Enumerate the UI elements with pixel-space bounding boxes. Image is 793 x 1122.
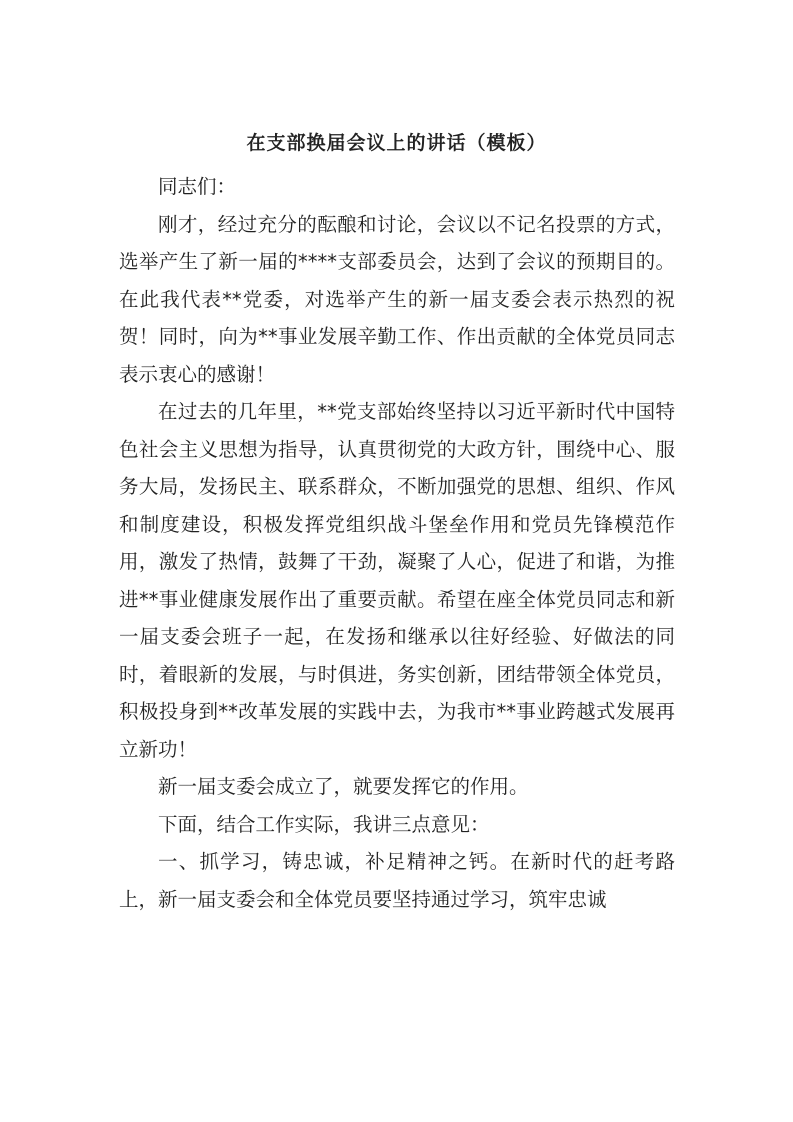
- body-paragraph-5: 一、抓学习，铸忠诚，补足精神之钙。在新时代的赶考路上，新一届支委会和全体党员要坚持通过学习，筑牢忠诚: [119, 850, 675, 911]
- body-paragraph-1: 刚才，经过充分的酝酿和讨论，会议以不记名投票的方式，选举产生了新一届的****支部委员会，达到了会议的预期目的。在此我代表**党委，对选举产生的新一届支委会表示热烈的祝贺！同时，向为**事业发展辛勤工作、作出贡献的全体党员同志表示衷心的感谢！: [119, 212, 675, 386]
- body-paragraph-4: 下面，结合工作实际，我讲三点意见：: [158, 812, 490, 836]
- body-paragraph-3: 新一届支委会成立了，就要发挥它的作用。: [158, 775, 529, 798]
- document-body: [119, 168, 675, 918]
- body-paragraph-2: 在过去的几年里，**党支部始终坚持以习近平新时代中国特色社会主义思想为指导，认真贯彻党的大政方针，围绕中心、服务大局，发扬民主、联系群众，不断加强党的思想、组织、作风和制度建设，积极发挥党组织战斗堡垒作用和党员先锋模范作用，激发了热情，鼓舞了干劲，凝聚了人心，促进了和谐，为推进**事业健康发展作出了重要贡献。希望在座全体党员同志和新一届支委会班子一起，在发扬和继承以往好经验、好做法的同时，着眼新的发展，与时俱进，务实创新，团结带领全体党员，积极投身到**改革发展的实践中去，为我市**事业跨越式发展再立新功！: [119, 400, 675, 761]
- document-title: 在支部换届会议上的讲话（模板）: [246, 132, 547, 154]
- salutation-paragraph: 同志们：: [158, 175, 237, 198]
